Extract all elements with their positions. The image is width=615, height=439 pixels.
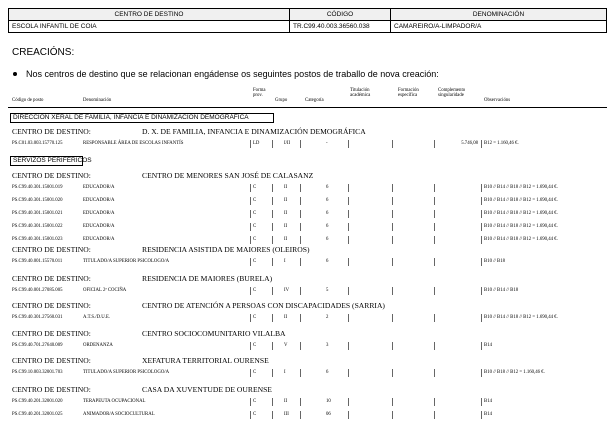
cell-divider — [392, 342, 393, 350]
cell-categoria: 6 — [326, 211, 329, 216]
cell-divider — [250, 223, 251, 231]
cell-forma: C — [253, 224, 257, 229]
cell-grupo: II — [284, 211, 288, 216]
cell-categoria: 6 — [326, 370, 329, 375]
cell-divider — [250, 314, 251, 322]
cell-divider — [250, 140, 251, 148]
centro-label: CENTRO DE DESTINO: — [12, 274, 91, 283]
cell-divider — [348, 369, 349, 377]
cell-divider — [348, 398, 349, 406]
cell-divider — [392, 258, 393, 266]
cell-divider — [348, 258, 349, 266]
cell-divider — [250, 184, 251, 192]
centro-name: D. X. DE FAMILIA, INFANCIA E DINAMIZACIÓN DEMOGRÁFICA — [142, 127, 366, 136]
centro-label: CENTRO DE DESTINO: — [12, 127, 91, 136]
table-row — [0, 140, 615, 148]
cell-divider — [348, 287, 349, 295]
cell-divider — [434, 411, 435, 419]
cell-divider — [272, 236, 273, 244]
cell-categoria: 5 — [326, 288, 329, 293]
centro-label: CENTRO DE DESTINO: — [12, 356, 91, 365]
cell-code: PS.C99.40.201.32001.025 — [12, 412, 63, 417]
cell-divider — [250, 342, 251, 350]
cell-divider — [272, 140, 273, 148]
cell-denominacion: TERAPEUTA OCUPACIONAL — [83, 399, 146, 404]
cell-divider — [272, 314, 273, 322]
cell-complemento: 5.746,08 — [461, 141, 478, 146]
cell-denominacion: EDUCADOR/A — [83, 237, 115, 242]
cell-forma: LD — [253, 141, 260, 146]
cell-divider — [300, 210, 301, 218]
cell-code: PS.C99.40.301.27560.031 — [12, 315, 63, 320]
cell-divider — [300, 369, 301, 377]
cell-divider — [481, 197, 482, 205]
cell-divider — [348, 210, 349, 218]
cell-divider — [434, 287, 435, 295]
cell-forma: C — [253, 343, 257, 348]
cell-observacions: B12 = 1.160,46 €. — [484, 141, 519, 146]
cell-denominacion: OFICIAL 2ª COCIÑA — [83, 288, 127, 293]
cell-categoria: 10 — [326, 399, 331, 404]
cell-divider — [250, 197, 251, 205]
cell-divider — [300, 223, 301, 231]
table-row — [0, 411, 615, 419]
bullet-label: Nos centros de destino que se relacionan engádense os seguintes postos de traballo de nova creación: — [26, 69, 439, 79]
centro-name: CENTRO DE MENORES SAN JOSÉ DE CALASANZ — [142, 171, 314, 180]
centro-name: XEFATURA TERRITORIAL OURENSE — [142, 356, 269, 365]
cell-divider — [300, 342, 301, 350]
centro-name: RESIDENCIA DE MAIORES (BURELA) — [142, 274, 273, 283]
cell-forma: C — [253, 288, 257, 293]
centro-label: CENTRO DE DESTINO: — [12, 171, 91, 180]
centro-name: CENTRO DE ATENCIÓN A PERSOAS CON DISCAPACIDADES (SARRIA) — [142, 301, 385, 310]
cell-divider — [434, 258, 435, 266]
cell-divider — [392, 314, 393, 322]
cell-divider — [250, 369, 251, 377]
table-row — [0, 197, 615, 205]
centro-name: CENTRO SOCIOCOMUNITARIO VILALBA — [142, 329, 286, 338]
cell-divider — [434, 369, 435, 377]
cell-code: PS.C99.40.001.27085.005 — [12, 288, 63, 293]
table-row — [0, 210, 615, 218]
cell-divider — [348, 314, 349, 322]
cell-divider — [392, 223, 393, 231]
cell-code: PS.C99.40.301.15001.019 — [12, 185, 63, 190]
cell-forma: C — [253, 237, 257, 242]
cell-grupo: II — [284, 237, 288, 242]
cell-denominacion: ANIMADOR/A SOCIOCULTURAL — [83, 412, 155, 417]
cell-denominacion: TITULADO/A SUPERIOR PSICOLOGO/A — [83, 259, 170, 264]
col-codigo: CÓDIGO — [290, 9, 391, 21]
table-row — [0, 314, 615, 322]
cell-forma: C — [253, 412, 257, 417]
cell-divider — [272, 342, 273, 350]
cell-categoria: 6 — [326, 237, 329, 242]
cell-divider — [392, 236, 393, 244]
cell-observacions: B10 // B14 // B18 // B12 = 1.690,44 €. — [484, 198, 558, 203]
destination-table-row — [9, 21, 607, 33]
cell-denominacion: EDUCADOR/A — [83, 185, 115, 190]
cell-divider — [481, 236, 482, 244]
col-centro-destino: CENTRO DE DESTINO — [9, 9, 290, 21]
cell-divider — [250, 411, 251, 419]
cell-divider — [481, 342, 482, 350]
destination-table — [8, 8, 607, 33]
table-row — [0, 287, 615, 295]
cell-code: PS.C99.40.301.15001.020 — [12, 198, 63, 203]
cell-code: PS.C99.40.701.27640.009 — [12, 343, 63, 348]
cell-denominacion: EDUCADOR/A — [83, 198, 115, 203]
cell-divider — [272, 184, 273, 192]
cell-divider — [250, 258, 251, 266]
cell-divider — [392, 184, 393, 192]
cell-divider — [434, 197, 435, 205]
centro-label: CENTRO DE DESTINO: — [12, 329, 91, 338]
col-header-forma: Forma prov. — [253, 88, 266, 98]
table-row — [0, 369, 615, 377]
cell-divider — [300, 398, 301, 406]
cell-divider — [434, 398, 435, 406]
cell-divider — [481, 287, 482, 295]
cell-forma: C — [253, 211, 257, 216]
section-title: DIRECCIÓN XERAL DE FAMILIA, INFANCIA E DINAMIZACIÓN DEMOGRÁFICA — [10, 113, 274, 123]
table-row — [0, 236, 615, 244]
cell-divider — [348, 223, 349, 231]
cell-divider — [250, 398, 251, 406]
cell-code: PS.C99.40.001.15570.011 — [12, 259, 63, 264]
cell-code: PS.C01.03.003.15770.125 — [12, 141, 63, 146]
cell-divider — [272, 411, 273, 419]
cell-codigo: TR.C99.40.003.36560.038 — [290, 21, 391, 33]
cell-denominacion: CAMAREIRO/A-LIMPADOR/A — [391, 21, 607, 33]
cell-divider — [481, 184, 482, 192]
cell-denominacion: ORDENANZA — [83, 343, 113, 348]
cell-divider — [481, 314, 482, 322]
cell-divider — [434, 223, 435, 231]
cell-divider — [434, 184, 435, 192]
cell-categoria: 3 — [326, 343, 329, 348]
section-title: SERVIZOS PERIFÉRICOS — [10, 156, 83, 166]
col-header-categoria: Categoría — [305, 98, 324, 103]
col-header-denom: Denominación — [83, 98, 112, 103]
cell-divider — [250, 236, 251, 244]
cell-observacions: B10 // B18 — [484, 259, 506, 264]
cell-code: PS.C99.40.301.15001.021 — [12, 211, 63, 216]
col-header-formacion: Formación específica — [398, 88, 419, 98]
cell-divider — [272, 369, 273, 377]
cell-divider — [434, 314, 435, 322]
table-row — [0, 184, 615, 192]
table-row — [0, 398, 615, 406]
cell-centro: ESCOLA INFANTIL DE COIA — [9, 21, 290, 33]
cell-divider — [434, 236, 435, 244]
cell-divider — [300, 140, 301, 148]
cell-divider — [300, 411, 301, 419]
cell-forma: C — [253, 185, 257, 190]
cell-denominacion: TITULADO/A SUPERIOR PSICOLOGO/A — [83, 370, 170, 375]
cell-divider — [392, 398, 393, 406]
cell-divider — [272, 223, 273, 231]
cell-grupo: V — [284, 343, 288, 348]
cell-divider — [348, 236, 349, 244]
cell-observacions: B10 // B18 // B12 = 1.160,46 €. — [484, 370, 545, 375]
cell-divider — [481, 210, 482, 218]
cell-divider — [272, 210, 273, 218]
table-row — [0, 223, 615, 231]
cell-divider — [250, 287, 251, 295]
cell-categoria: 06 — [326, 412, 331, 417]
cell-observacions: B14 — [484, 399, 492, 404]
cell-divider — [434, 210, 435, 218]
cell-categoria: 6 — [326, 185, 329, 190]
cell-observacions: B10 // B14 // B18 // B12 = 1.690,44 €. — [484, 315, 558, 320]
cell-grupo: II — [284, 399, 288, 404]
cell-grupo: I — [284, 370, 286, 375]
col-header-grupo: Grupo — [275, 98, 288, 103]
cell-divider — [392, 140, 393, 148]
cell-divider — [348, 411, 349, 419]
cell-divider — [250, 210, 251, 218]
cell-observacions: B10 // B14 // B18 // B12 = 1.690,44 €. — [484, 224, 558, 229]
cell-divider — [434, 140, 435, 148]
cell-divider — [392, 411, 393, 419]
cell-divider — [481, 223, 482, 231]
cell-categoria: - — [326, 141, 328, 146]
cell-divider — [392, 197, 393, 205]
col-header-complemento: Complemento singularidade — [438, 88, 466, 98]
cell-divider — [272, 287, 273, 295]
cell-forma: C — [253, 370, 257, 375]
centro-name: RESIDENCIA ASISTIDA DE MAIORES (OLEIROS) — [142, 245, 310, 254]
centro-label: CENTRO DE DESTINO: — [12, 245, 91, 254]
cell-observacions: B10 // B14 // B18 // B12 = 1.690,44 €. — [484, 211, 558, 216]
cell-grupo: III — [284, 412, 289, 417]
cell-denominacion: EDUCADOR/A — [83, 211, 115, 216]
cell-forma: C — [253, 399, 257, 404]
cell-divider — [434, 342, 435, 350]
cell-grupo: IV — [284, 288, 290, 293]
bullet-dot — [13, 72, 17, 76]
cell-divider — [348, 184, 349, 192]
cell-divider — [272, 258, 273, 266]
cell-divider — [300, 184, 301, 192]
cell-categoria: 6 — [326, 198, 329, 203]
col-header-titulacion: Titulación académica — [350, 88, 371, 98]
cell-denominacion: A.T.S./D.U.E. — [83, 315, 111, 320]
cell-divider — [481, 140, 482, 148]
cell-divider — [392, 287, 393, 295]
table-row — [0, 258, 615, 266]
cell-observacions: B10 // B14 // B18 — [484, 288, 519, 293]
cell-grupo: II — [284, 315, 288, 320]
col-header-observacions: Observacións — [484, 98, 511, 103]
cell-code: PS.C99.40.301.15001.023 — [12, 237, 63, 242]
cell-grupo: II — [284, 224, 288, 229]
table-row — [0, 342, 615, 350]
cell-divider — [300, 236, 301, 244]
cell-code: PS.C99.40.201.32001.020 — [12, 399, 63, 404]
cell-divider — [481, 398, 482, 406]
cell-forma: C — [253, 259, 257, 264]
cell-code: PS.C99.40.301.15001.022 — [12, 224, 63, 229]
col-header-code: Código de posto — [12, 98, 44, 103]
destination-table-header — [9, 9, 607, 21]
header-rule — [8, 107, 607, 108]
centro-label: CENTRO DE DESTINO: — [12, 301, 91, 310]
centro-label: CENTRO DE DESTINO: — [12, 385, 91, 394]
bullet-text — [26, 69, 439, 79]
cell-divider — [272, 197, 273, 205]
cell-forma: C — [253, 198, 257, 203]
cell-divider — [481, 411, 482, 419]
cell-divider — [348, 140, 349, 148]
cell-divider — [392, 369, 393, 377]
cell-categoria: 2 — [326, 315, 329, 320]
cell-divider — [272, 398, 273, 406]
cell-categoria: 6 — [326, 224, 329, 229]
cell-divider — [392, 210, 393, 218]
cell-observacions: B14 — [484, 343, 492, 348]
cell-observacions: B10 // B14 // B18 // B12 = 1.690,44 €. — [484, 237, 558, 242]
cell-grupo: I/II — [284, 141, 291, 146]
cell-denominacion: RESPONSABLE ÁREA DE ESCOLAS INFANTÍS — [83, 141, 184, 146]
cell-code: PS.C99.10.003.32001.703 — [12, 370, 63, 375]
cell-forma: C — [253, 315, 257, 320]
creacions-heading: CREACIÓNS: — [12, 47, 75, 58]
cell-divider — [300, 287, 301, 295]
cell-divider — [300, 197, 301, 205]
cell-observacions: B14 — [484, 412, 492, 417]
cell-divider — [481, 369, 482, 377]
cell-divider — [348, 342, 349, 350]
centro-name: CASA DA XUVENTUDE DE OURENSE — [142, 385, 272, 394]
cell-grupo: I — [284, 259, 286, 264]
cell-observacions: B10 // B14 // B18 // B12 = 1.690,44 €. — [484, 185, 558, 190]
col-denominacion: DENOMINACIÓN — [391, 9, 607, 21]
cell-denominacion: EDUCADOR/A — [83, 224, 115, 229]
cell-divider — [481, 258, 482, 266]
cell-divider — [300, 314, 301, 322]
cell-grupo: II — [284, 185, 288, 190]
cell-divider — [348, 197, 349, 205]
cell-grupo: II — [284, 198, 288, 203]
cell-divider — [300, 258, 301, 266]
cell-categoria: 6 — [326, 259, 329, 264]
